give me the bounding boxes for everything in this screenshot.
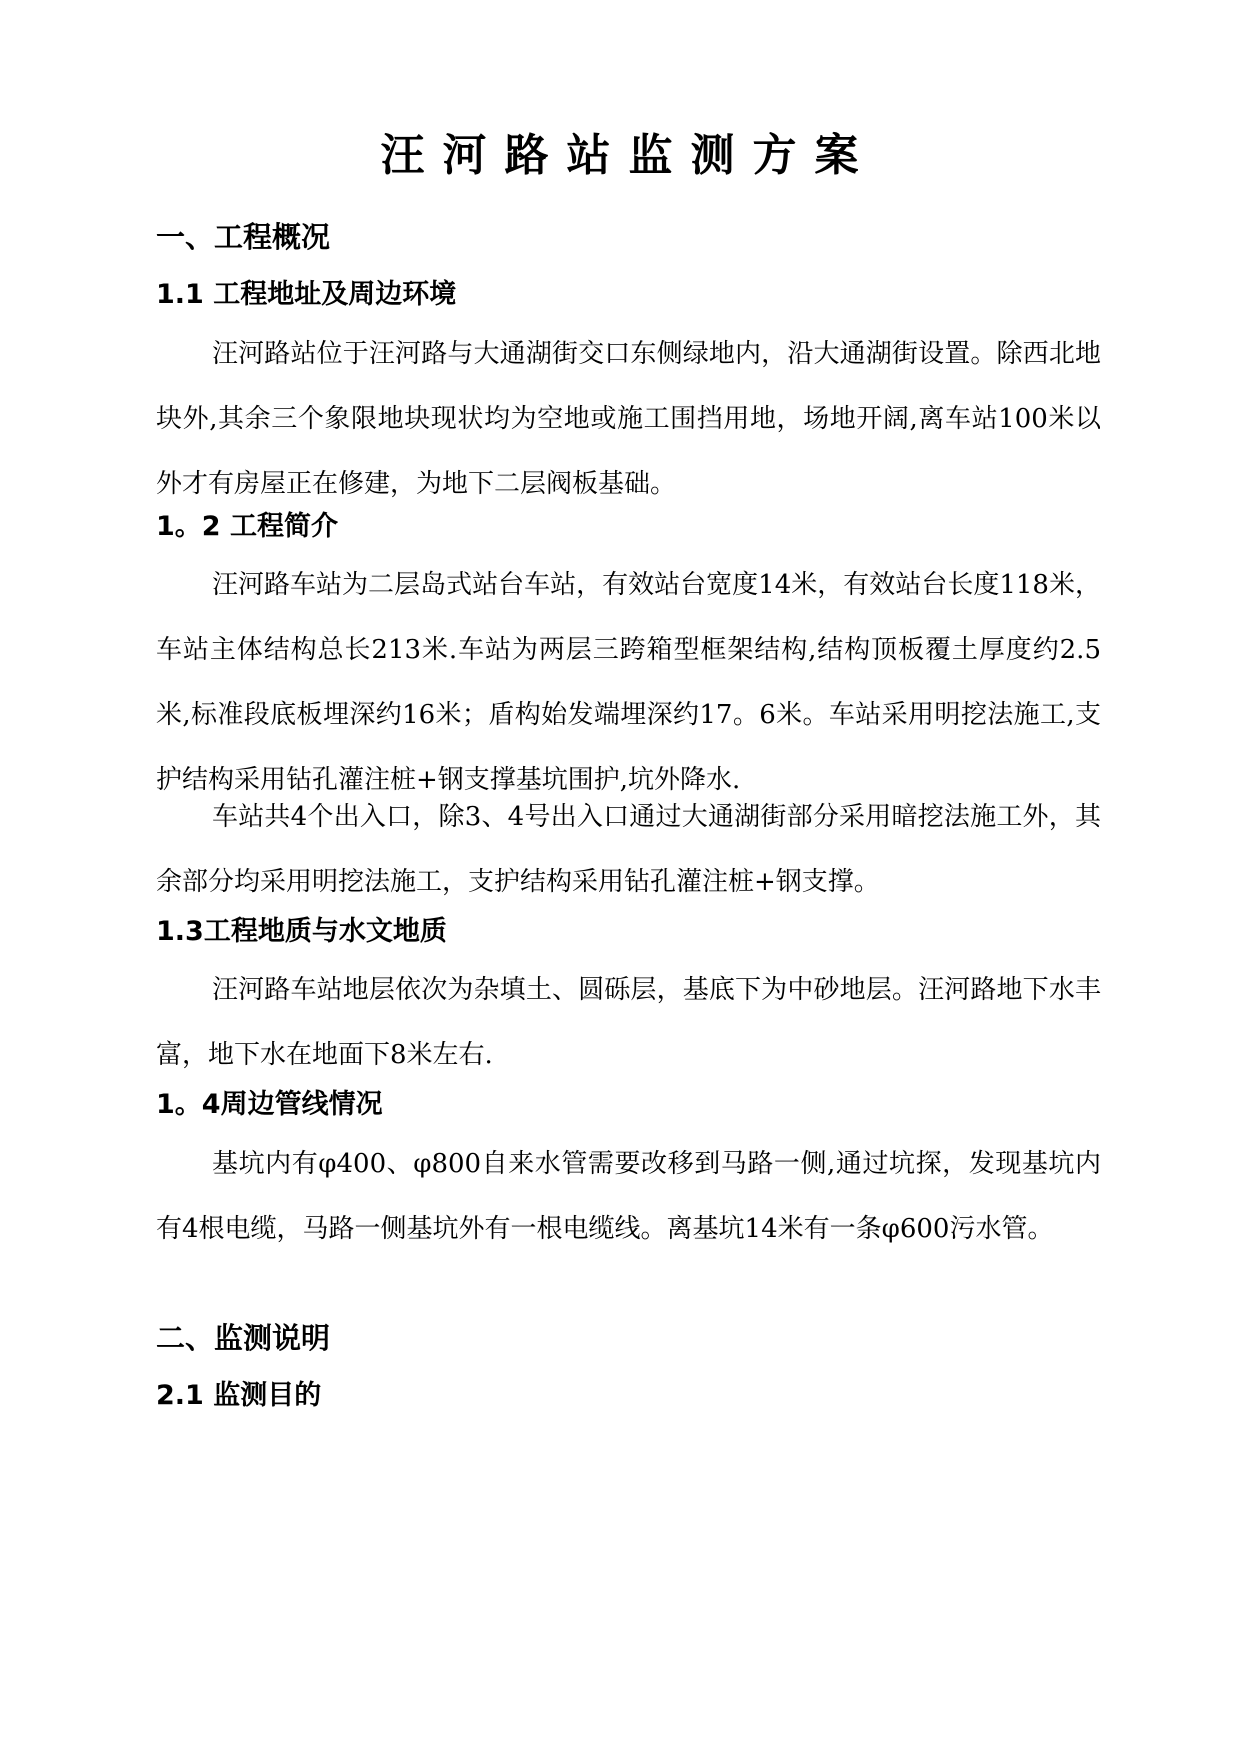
subsection-heading-geology: 1.3工程地质与水文地质 xyxy=(156,916,447,947)
paragraph-intro-1: 汪河路车站为二层岛式站台车站，有效站台宽度14米，有效站台长度118米，车站主体结构总长213米.车站为两层三跨箱型框架结构,结构顶板覆土厚度约2.5米,标准段底板埋深约16米；盾构始发端埋深约17。6米。车站采用明挖法施工,支护结构采用钻孔灌注桩+钢支撑基坑围护,坑外降水. xyxy=(156,570,1101,795)
section-heading-overview: 一、工程概况 xyxy=(156,220,331,254)
subsection-heading-site: 1.1 工程地址及周边环境 xyxy=(156,279,457,310)
subsection-heading-intro: 1。2 工程简介 xyxy=(156,511,338,542)
paragraph-intro-2: 车站共4个出入口，除3、4号出入口通过大通湖街部分采用暗挖法施工外，其余部分均采用明挖法施工，支护结构采用钻孔灌注桩+钢支撑。 xyxy=(156,802,1101,897)
paragraph-site: 汪河路站位于汪河路与大通湖街交口东侧绿地内，沿大通湖街设置。除西北地块外,其余三个象限地块现状均为空地或施工围挡用地，场地开阔,离车站100米以外才有房屋正在修建，为地下二层阀板基础。 xyxy=(156,339,1101,499)
subsection-heading-pipelines: 1。4周边管线情况 xyxy=(156,1089,383,1120)
section-heading-monitoring: 二、监测说明 xyxy=(156,1321,331,1355)
paragraph-geology: 汪河路车站地层依次为杂填土、圆砾层，基底下为中砂地层。汪河路地下水丰富，地下水在地面下8米左右. xyxy=(156,975,1101,1070)
subsection-heading-purpose: 2.1 监测目的 xyxy=(156,1380,322,1411)
paragraph-pipelines: 基坑内有φ400、φ800自来水管需要改移到马路一侧,通过坑探，发现基坑内有4根电缆，马路一侧基坑外有一根电缆线。离基坑14米有一条φ600污水管。 xyxy=(156,1149,1101,1244)
document-title: 汪河路站监测方案 xyxy=(380,130,877,181)
